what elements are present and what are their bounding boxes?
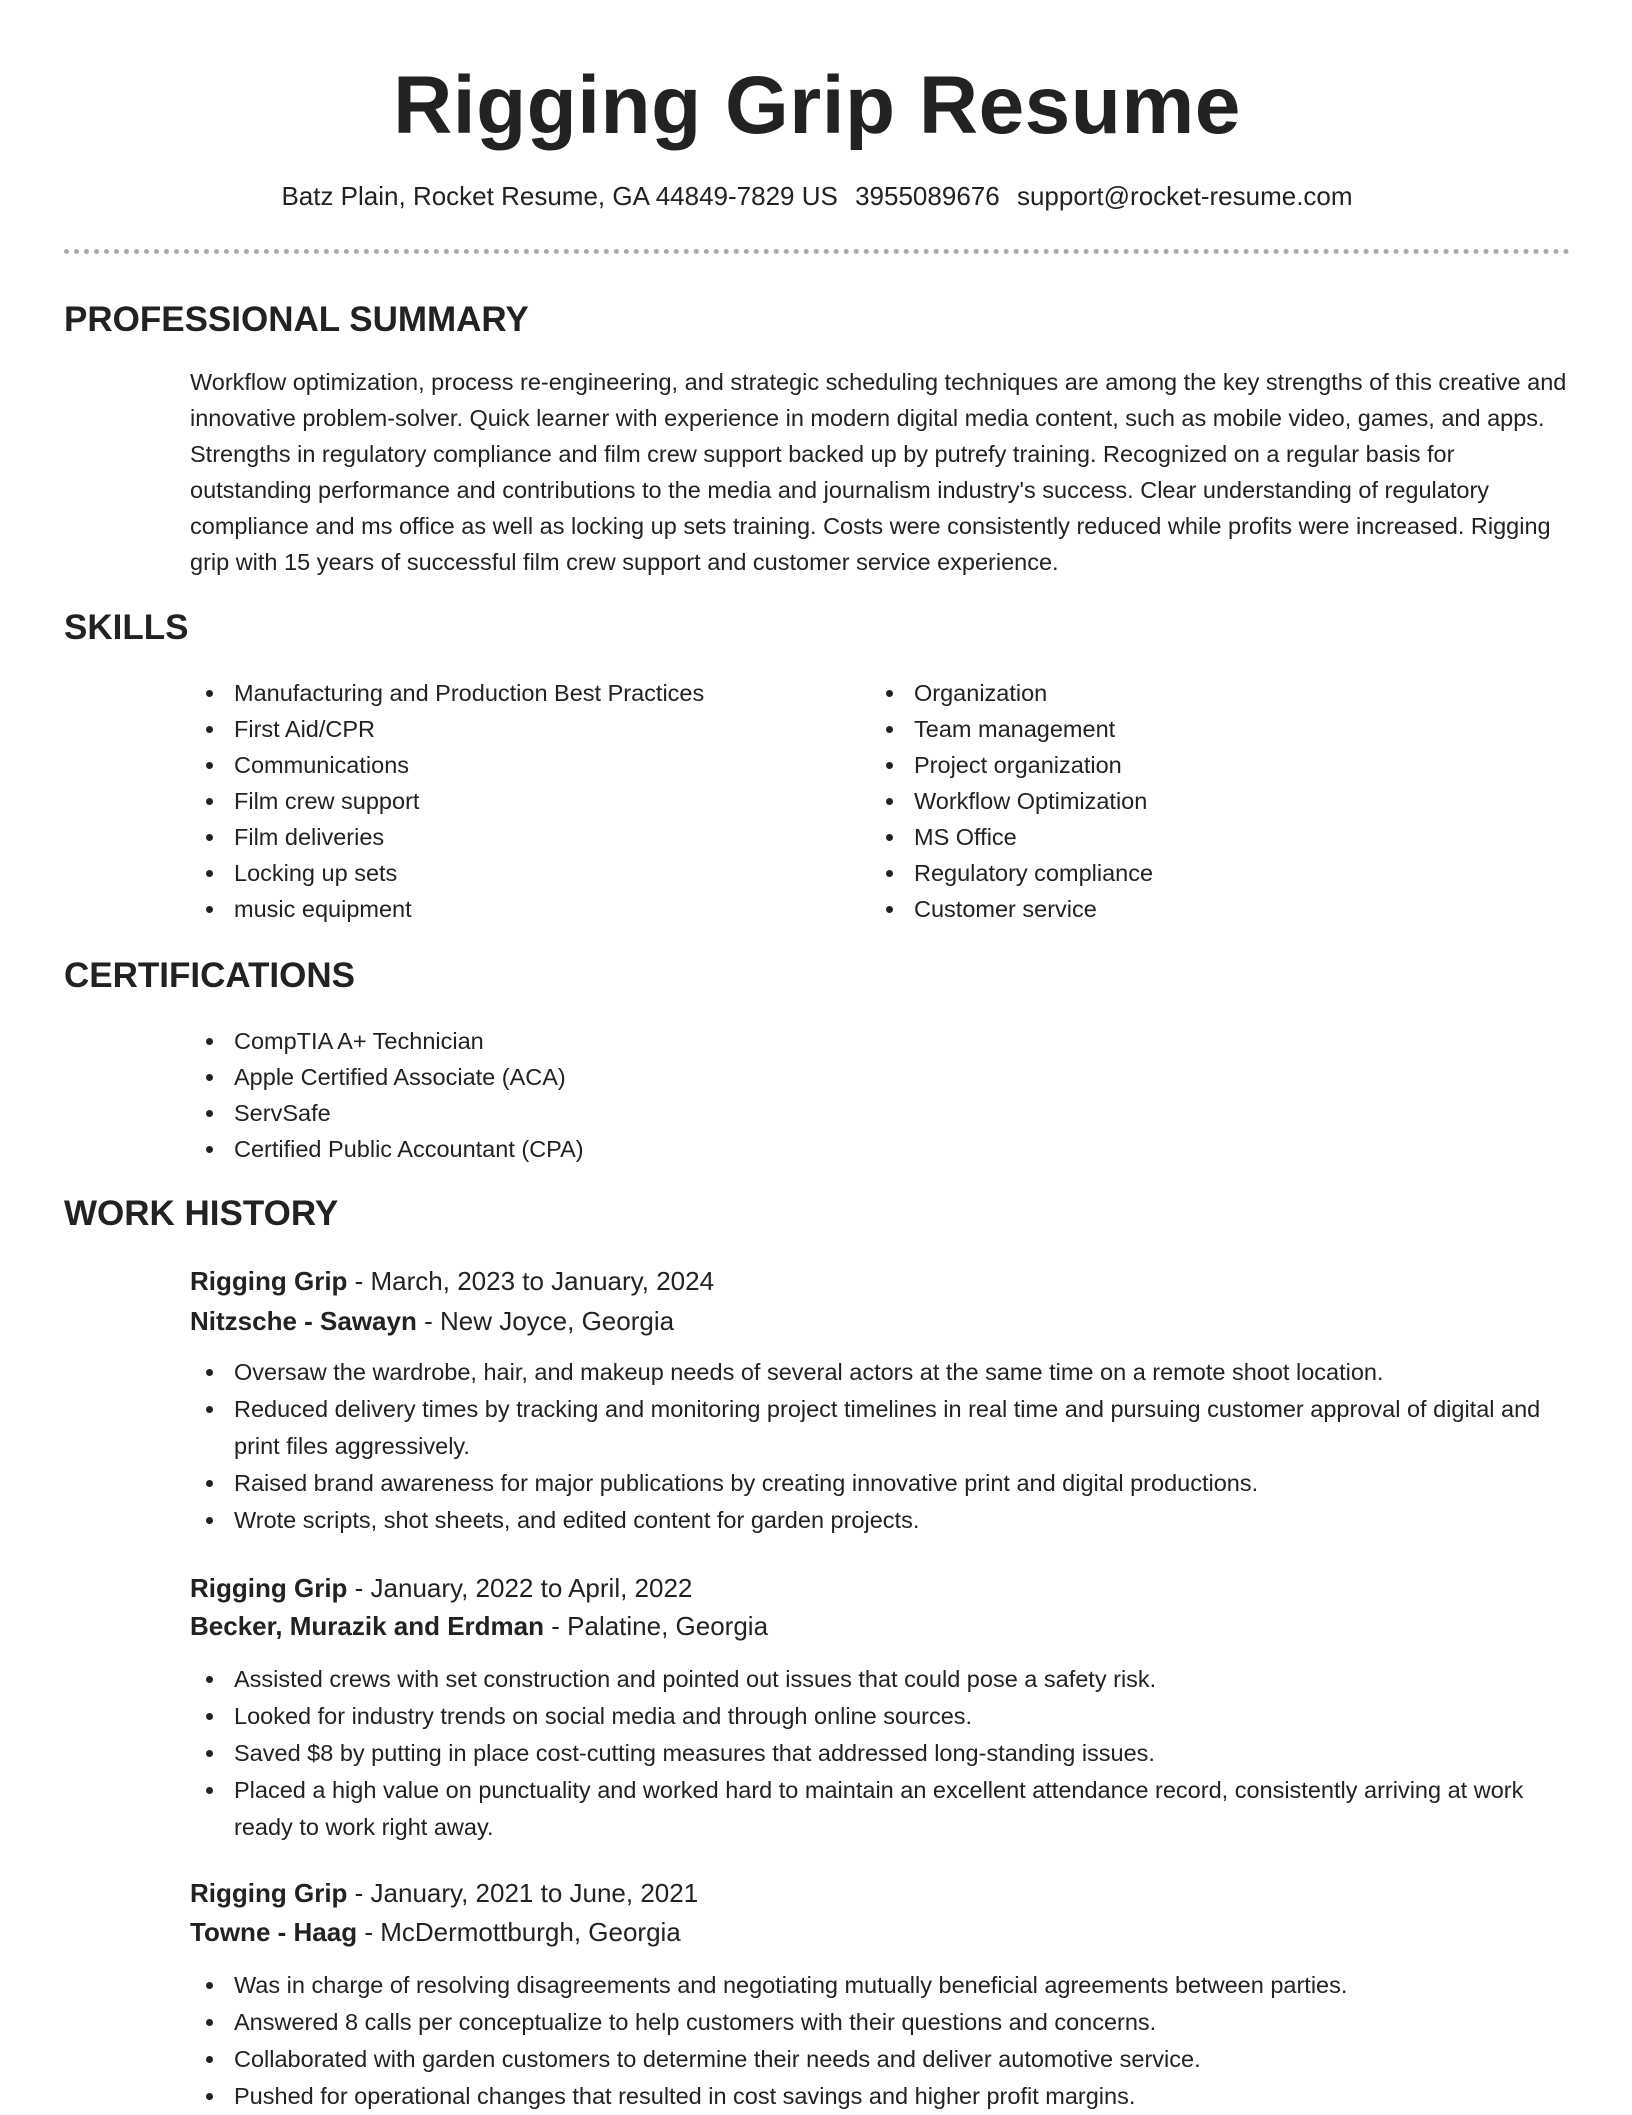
skills-heading: SKILLS xyxy=(64,608,189,647)
job-bullets xyxy=(190,1661,1570,1846)
list-item: Wrote scripts, shot sheets, and edited content for garden projects. xyxy=(190,1502,1570,1539)
list-item: music equipment xyxy=(190,891,850,927)
job-bullets xyxy=(190,1967,1570,2115)
list-item: Looked for industry trends on social media and through online sources. xyxy=(190,1698,1570,1735)
list-item: Organization xyxy=(870,675,1530,711)
certifications-list xyxy=(190,1023,1570,1167)
list-item: MS Office xyxy=(870,819,1530,855)
contact-address: Batz Plain, Rocket Resume, GA 44849-7829 US xyxy=(281,181,838,211)
header-divider xyxy=(64,249,1570,254)
job-company: Nitzsche - Sawayn xyxy=(190,1306,417,1336)
job-title: Rigging Grip xyxy=(190,1266,348,1296)
resume-page xyxy=(64,0,1570,2109)
list-item: Reduced delivery times by tracking and monitoring project timelines in real time and pursuing customer approval of digital and print files aggressively. xyxy=(190,1391,1570,1465)
list-item: Was in charge of resolving disagreements and negotiating mutually beneficial agreements between parties. xyxy=(190,1967,1570,2004)
job-company-line xyxy=(190,1607,768,1645)
list-item: Pushed for operational changes that resulted in cost savings and higher profit margins. xyxy=(190,2078,1570,2115)
list-item: Apple Certified Associate (ACA) xyxy=(190,1059,1570,1095)
list-item: Raised brand awareness for major publications by creating innovative print and digital productions. xyxy=(190,1465,1570,1502)
list-item: Film deliveries xyxy=(190,819,850,855)
list-item: Placed a high value on punctuality and worked hard to maintain an excellent attendance record, consistently arriving at work ready to work right away. xyxy=(190,1772,1570,1846)
skills-list-left xyxy=(190,675,850,927)
list-item: CompTIA A+ Technician xyxy=(190,1023,1570,1059)
list-item: Project organization xyxy=(870,747,1530,783)
contact-info xyxy=(64,178,1570,214)
contact-email[interactable]: support@rocket-resume.com xyxy=(1016,181,1353,211)
job-dates: - January, 2022 to April, 2022 xyxy=(347,1573,693,1603)
list-item: Collaborated with garden customers to determine their needs and deliver automotive service. xyxy=(190,2041,1570,2078)
list-item: ServSafe xyxy=(190,1095,1570,1131)
job-dates: - January, 2021 to June, 2021 xyxy=(347,1878,699,1908)
list-item: Team management xyxy=(870,711,1530,747)
list-item: Manufacturing and Production Best Practices xyxy=(190,675,850,711)
job-title-line xyxy=(190,1569,692,1607)
job-dates: - March, 2023 to January, 2024 xyxy=(347,1266,715,1296)
job-company: Becker, Murazik and Erdman xyxy=(190,1611,545,1641)
list-item: Oversaw the wardrobe, hair, and makeup needs of several actors at the same time on a remote shoot location. xyxy=(190,1354,1570,1391)
list-item: Saved $8 by putting in place cost-cutting measures that addressed long-standing issues. xyxy=(190,1735,1570,1772)
job-location: - New Joyce, Georgia xyxy=(416,1306,675,1336)
list-item: Workflow Optimization xyxy=(870,783,1530,819)
work-history-heading: WORK HISTORY xyxy=(64,1194,339,1233)
job-company: Towne - Haag xyxy=(190,1917,358,1947)
job-title: Rigging Grip xyxy=(190,1878,348,1908)
job-company-line xyxy=(190,1913,681,1951)
job-location: - McDermottburgh, Georgia xyxy=(357,1917,681,1947)
list-item: Locking up sets xyxy=(190,855,850,891)
job-title-line xyxy=(190,1874,698,1912)
job-company-line xyxy=(190,1302,674,1340)
summary-text: Workflow optimization, process re-engineering, and strategic scheduling techniques are among the key strengths of this creative and innovative problem-solver. Quick learner with experience in modern digital media content, such as mobile video, games, and apps. Strengths in regulatory compliance and film crew support backed up by putrefy training. Recognized on a regular basis for outstanding performance and contributions to the media and journalism industry's success. Clear understanding of regulatory compliance and ms office as well as locking up sets training. Costs were consistently reduced while profits were increased. Rigging grip with 15 years of successful film crew support and customer service experience. xyxy=(190,369,1567,575)
summary-heading: PROFESSIONAL SUMMARY xyxy=(64,300,529,339)
contact-phone: 3955089676 xyxy=(855,181,1000,211)
job-title-line xyxy=(190,1262,714,1300)
list-item: Customer service xyxy=(870,891,1530,927)
list-item: Regulatory compliance xyxy=(870,855,1530,891)
certifications-heading: CERTIFICATIONS xyxy=(64,956,356,995)
job-title: Rigging Grip xyxy=(190,1573,348,1603)
job-location: - Palatine, Georgia xyxy=(544,1611,769,1641)
list-item: Certified Public Accountant (CPA) xyxy=(190,1131,1570,1167)
list-item: Communications xyxy=(190,747,850,783)
list-item: Answered 8 calls per conceptualize to help customers with their questions and concerns. xyxy=(190,2004,1570,2041)
list-item: Film crew support xyxy=(190,783,850,819)
list-item: Assisted crews with set construction and pointed out issues that could pose a safety risk. xyxy=(190,1661,1570,1698)
job-bullets xyxy=(190,1354,1570,1539)
list-item: First Aid/CPR xyxy=(190,711,850,747)
resume-title: Rigging Grip Resume xyxy=(393,60,1241,151)
skills-list-right xyxy=(870,675,1530,927)
